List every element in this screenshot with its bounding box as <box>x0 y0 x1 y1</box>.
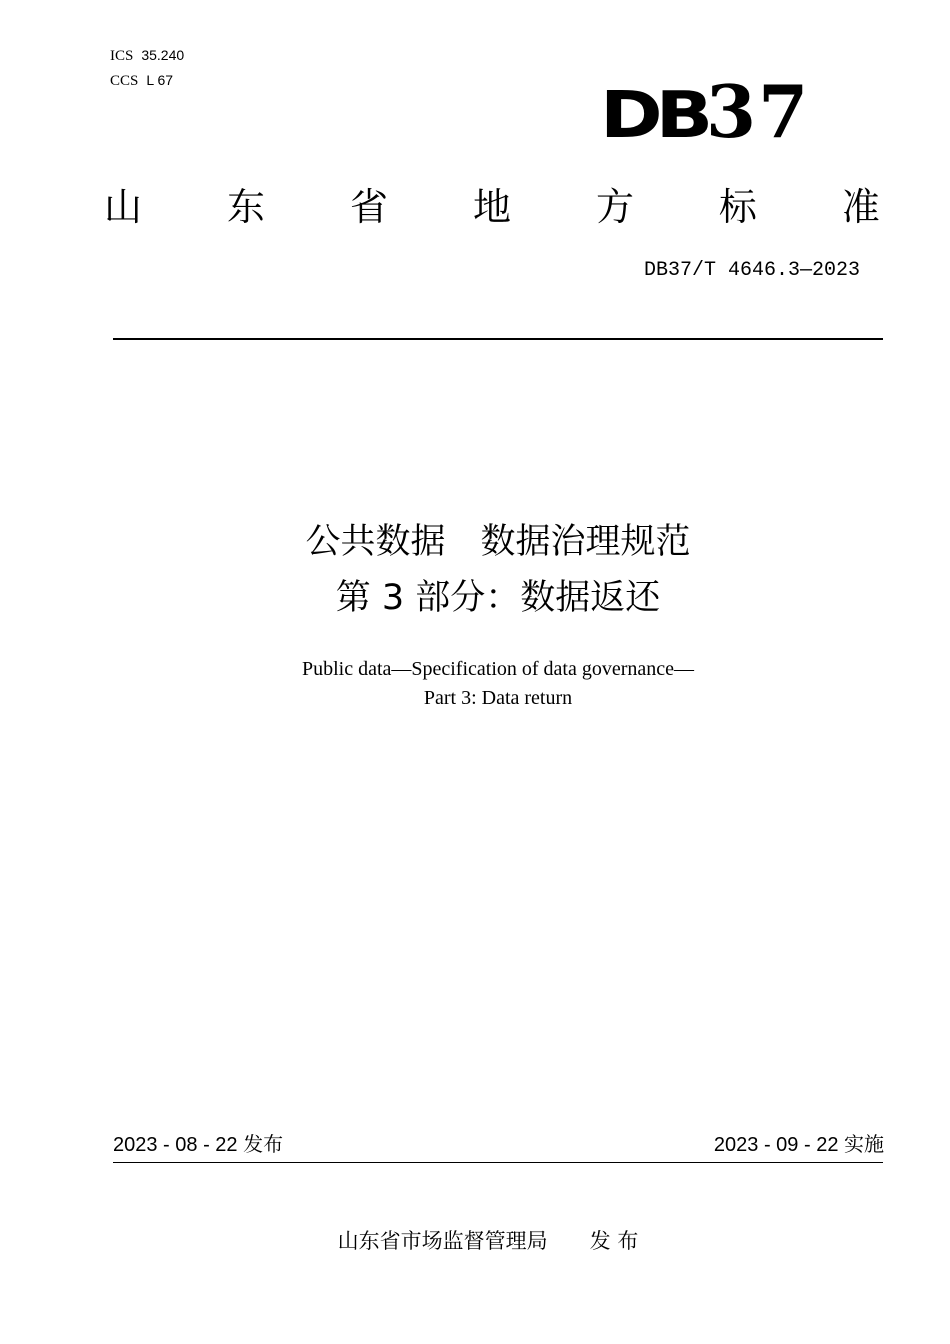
ics-code: 35.240 <box>141 47 185 63</box>
standard-type-char: 省 <box>349 185 388 229</box>
db37-logo <box>596 69 816 158</box>
ccs-classification <box>110 71 173 90</box>
logo-number: 37 <box>706 69 811 154</box>
standard-type-char: 地 <box>472 185 511 229</box>
standard-type-char: 准 <box>841 185 880 229</box>
ccs-code: L 67 <box>146 72 174 88</box>
standard-type-char: 山 <box>104 185 143 229</box>
standard-type-heading <box>104 182 880 232</box>
issuing-authority: 山东省市场监督管理局 发 布 <box>337 1229 639 1253</box>
title-english-line-1: Public data—Specification of data governance— <box>301 658 695 680</box>
ics-label: ICS <box>110 48 134 64</box>
title-chinese-line-1: 公共数据 数据治理规范 <box>305 522 691 562</box>
standard-type-char: 东 <box>226 185 265 229</box>
standard-type-char: 标 <box>718 185 757 229</box>
bottom-divider <box>113 1162 883 1163</box>
title-chinese-line-2: 第 3 部分：数据返还 <box>335 578 661 618</box>
implementation-date: 2023 - 09 - 22 实施 <box>713 1134 884 1156</box>
title-english-line-2: Part 3: Data return <box>423 687 573 709</box>
top-divider <box>113 338 883 340</box>
logo-letters: DB <box>600 79 707 153</box>
ics-classification <box>110 46 184 65</box>
issue-date: 2023 - 08 - 22 发布 <box>113 1134 284 1156</box>
ccs-label: CCS <box>110 73 139 89</box>
standard-number: DB37/T 4646.3—2023 <box>643 259 860 282</box>
standard-type-char: 方 <box>595 185 634 229</box>
